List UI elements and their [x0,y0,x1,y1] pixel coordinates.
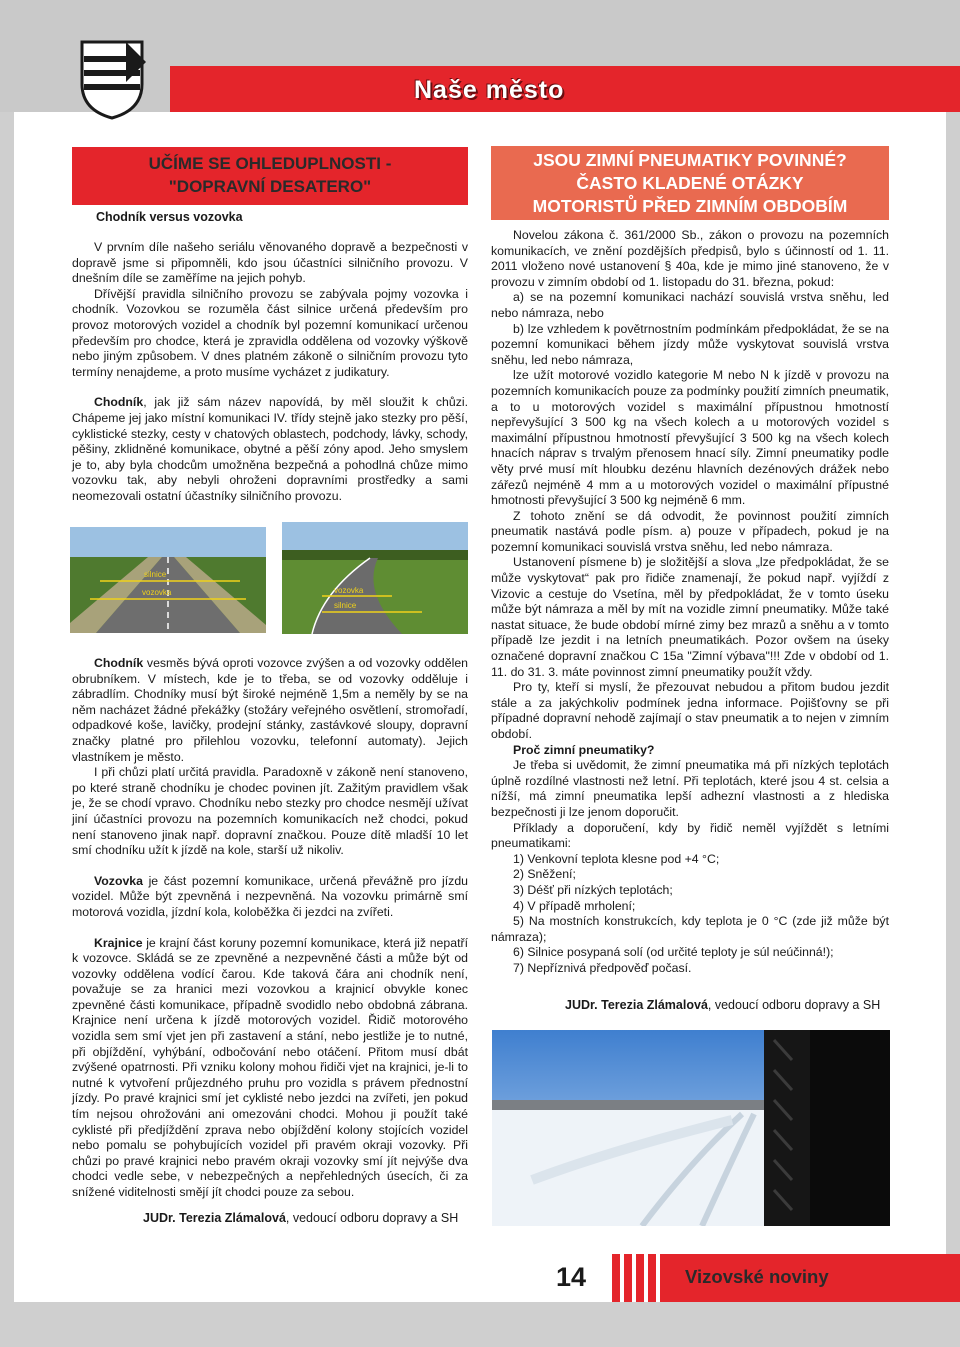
left-margin-band [0,112,14,1302]
paragraph-heading: Proč zimní pneumatiky? [513,742,655,757]
road-label: vozovka [334,586,364,595]
right-title-line: MOTORISTŮ PŘED ZIMNÍM OBDOBÍM [532,196,848,216]
right-article-signature [565,998,880,1012]
paragraph [72,656,468,765]
list-item: 3) Déšť při nízkých teplotách; [513,882,673,897]
term: Chodník [94,395,144,410]
list-item: 7) Nepříznivá předpověď počasí. [513,960,692,975]
paragraph: Je třeba si uvědomit, že zimní pneumatika má při nízkých teplotách úplně rozdílné vlastnosti než letní. Při teplotách, které jsou 4 st. celsia a nížší, má zimní pneumatika lepší adhezní vlastnosti a z hlediska bezpečnosti ji lze jenom doporučit. [491,758,889,819]
paragraph: Novelou zákona č. 361/2000 Sb., zákon o provozu na pozemních komunikacích, ve znění pozdějších předpisů, bylo s účinností od 1. 11. 2011 vloženo nové ustanovení § 40a, kde je mimo jiné stanoveno, že v provozu v zimním období od 1. listopadu do 31. března, pokud: [491,228,889,289]
paragraph: Dřívější pravidla silničního provozu se zabývala pojmy vozovka i chodník. Vozovkou se rozuměla část silnice určená především pro provoz motorových vozidel a chodník byl pozemní komunikací určenou především pro chodce, která je zpravidla oddělena od vozovky výškově nebo jiným způsobem. V dnes platném zákoně o silničním provozu tyto termíny nenajdeme, a proto musíme vycházet z judikatury. [72,286,468,379]
list-item: 6) Silnice posypaná solí (od určité teploty je súl neúčinná!); [513,945,834,960]
list-item: 1) Venkovní teplota klesne pod +4 °C; [513,851,720,866]
paragraph: a) se na pozemní komunikaci nachází souvislá vrstva sněhu, led nebo námraza, nebo [491,290,889,320]
right-article-title [491,149,889,218]
term: Vozovka [94,873,143,888]
paragraph-text: , jak již sám název napovídá, by měl sloužit k chůzi. Chápeme jej jako místní komunikaci IV. třídy stejně jako stezky pro pěší, cyklistické stezky, cesty v chatových oblastech, podchody, lávky, schody, pěšiny, zklidněné komunikace, obytné a pěší zóny apod. Jeho smyslem je to, aby byla chodcům umožněna bezpečná a pohodlná chůze mimo vozovku tak, aby nebyli ohroženi dopravními prostředky a sami neomezovali ostatní účastníky silničního provozu. [72,395,468,503]
list-item: 5) Na mostních konstrukcích, kdy teplota je 0 °C (zde již může být námraza); [491,914,889,944]
paragraph: I při chůzi platí určitá pravidla. Paradoxně v zákoně není stanoveno, po které straně chodníku je chodec povinen jít. Zažitým pravidlem však je, že se chodí vpravo. Chodníku nebo stezky pro chodce nesmějí užívat jiní účastníci provozu na pozemních komunikacích než chodci, pokud není stanoveno jinak např. dopravní značkou. Pouze dítě mladší 10 let smí chodníku užít k jízdě na kole, starší už nikoliv. [72,765,468,858]
right-margin-band [946,112,960,1302]
left-article-body [72,240,468,505]
paragraph-text: vesměs bývá oproti vozovce zvýšen a od vozovky oddělen obrubníkem. V místech, kde je to třeba, se od vozovky odděluje i zábradlím. Chodníky musí být široké nejméně 1,5m a neměly by se na něm nacházet žádné překážky (stožáry veřejného osvětlení, stromořadí, odpadkové koše, lavičky, prodejní stánky, zastávkové sloupy, dopravní značky platné pro přilehlou vozovku, telefonní automaty). Jejich vlastníkem je město. [72,656,468,764]
author-role: , vedoucí odboru dopravy a SH [707,998,881,1012]
paragraph: Příklady a doporučení, kdy by řidič neměl vyjíždět s letními pneumatikami: [491,820,889,851]
term: Chodník [94,656,144,670]
list-item: 2) Sněžení; [513,867,576,882]
road-label: silnice [334,601,357,610]
right-article-body [491,228,889,977]
right-title-line: JSOU ZIMNÍ PNEUMATIKY POVINNÉ? [533,150,847,170]
paragraph [72,874,468,921]
left-article-subtitle: Chodník versus vozovka [96,210,243,224]
left-article-title [72,152,468,198]
section-title: Naše město [414,76,565,104]
footer-band [0,1302,960,1347]
left-title-line: UČÍME SE OHLEDUPLNOSTI - [148,154,392,173]
right-title-line: ČASTO KLADENÉ OTÁZKY [576,173,804,193]
paragraph: Pro ty, kteří si myslí, že přezouvat nebudou a přitom budou jezdit stále a za jakýchkoliv podmínek jedna informace. Pojišťovny se při případné dopravní nehodě zajímají o stav pneumatik a to nejen v zimním období. [491,680,889,741]
left-title-line: "DOPRAVNÍ DESATERO" [168,177,372,196]
header-red-bar [170,66,960,112]
paragraph: V prvním díle našeho seriálu věnovaného dopravě a bezpečnosti v dopravě jsme si připomněli, kdo jsou účastníci silničního provozu. V dnešním díle se zaměříme na jejich pohyb. [72,240,468,286]
author-name: JUDr. Terezia Zlámalová [143,1211,286,1225]
paragraph: Z tohoto znění se dá odvodit, že povinnost použití zimních pneumatik nastává podle písm. a) pouze v případech, pokud je na pozemní komunikaci souvislá vrstva sněhu, led nebo námraza. [491,508,889,554]
footer-stripes [612,1254,672,1302]
term: Krajnice [94,935,143,950]
road-photo-1 [70,527,266,633]
paragraph: b) lze vzhledem k povětrnostním podmínkám předpokládat, že se na pozemní komunikaci během jízdy může vyskytovat souvislá vrstva sněhu, led nebo námraza, [491,321,889,367]
page-number: 14 [556,1262,587,1292]
road-label: silnice [144,570,167,579]
left-article-body-continued [72,656,468,1201]
author-name: JUDr. Terezia Zlámalová [565,998,708,1012]
paragraph-text: je krajní část koruny pozemní komunikace, která již nepatří k vozovce. Skládá se ze zpevněné a nezpevněné části a může být od vozovky oddělena vodící čarou. Kde taková čára ani chodník není, považuje se za hranici mezi vozovkou a krajnicí obvykle konec zpevněné části komunikace, případně svodidlo nebo obdobná zábrana. Krajnice není určena k jízdě motorových vozidel. Řidič motorového vozidla sem smí vjet jen při zastavení a stání, nebo jestliže je to nutné, při objíždění, vyhýbání, odbočování nebo otáčení. Přitom musí dbát zvýšené opatrnosti. Při vzniku kolony mohou řidiči vjet na krajnici, je-li to nutné k vytvoření průjezdného pruhu pro vozidla s právem přednostní jízdy. Po pravé krajnici smí jet cyklisté nebo jezdci na zvířeti, jen pokud tím nejsou ohrožováni ani omezováni chodci. Mohou ji použít také cyklisté při předjíždění zprava nebo objíždění kolony stojících vozidel nebo pomalu se pohybujících vozidel při pravém okraji vozovky. Při chůzi po pravé krajnici nebo pravém okraji vozovky smí jít nejvýše dva chodci vedle sebe, v nebezpečných a nepřehledných úsecích, či za snížené viditelnosti smějí jít chodci pouze za sebou. [72,935,468,1199]
paragraph: Ustanovení písmene b) je složitější a slova „lze předpokládat, že se může vyskytovat“ pak pro řidiče znamenají, že pokud např. vyjíždí z Vizovic a cestuje do Vsetína, měl by předpokládat, že v tomto úseku může být námraza a měl by mít na vozidle zimní pneumatiky. Může také nastat situace, že bude období mírné zimy bez mrazů a sněhu a v tomto případě lze jezdit i na letních pneumatikách. Pozor ovšem na úseky označené dopravní značkou C 15a "Zimní výbava"!!! Zde v období od 1. 11. do 31. 3. máte povinnost zimní pneumatiky použít vždy. [491,555,889,679]
left-article-signature [143,1211,458,1225]
road-photo-2 [282,522,468,634]
city-crest-logo [78,40,146,120]
paragraph-text: je část pozemní komunikace, určená převážně pro jízdu vozidel. Může být zpevněná i nezpevněná. Na vozovku primárně smí motorová vozidla, jízdní kola, koloběžka či jezdci na zvířeti. [72,873,468,919]
author-role: , vedoucí odboru dopravy a SH [285,1211,459,1225]
list-item: 4) V případě mrholení; [513,898,636,913]
paragraph [72,936,468,1201]
paragraph: lze užít motorové vozidlo kategorie M nebo N k jízdě v provozu na pozemních komunikacích pouze za podmínky použití zimních pneumatik, a to u motorových vozidel s maximální přípustnou hmotností nepřevyšující 3 500 kg na všech kolech a u motorových vozidel s maximální přípustnou hmotností převyšující 3 500 kg na všech kolech hnacích náprav s trvalým přenosem hnací síly. Zimní pneumatiky podle věty prvé musí mít hloubku dezénu hlavních dezénových drážek nebo zářezů nejméně 4 mm a u motorových vozidel o maximální přípustné hmotnosti převyšující 3 500 kg nejméně 6 mm. [491,368,889,508]
paragraph [72,395,468,504]
newspaper-name: Vizovské noviny [685,1266,829,1287]
road-label: vozovka [142,588,172,597]
recommendation-list [491,852,889,977]
winter-tire-photo [492,1030,890,1226]
